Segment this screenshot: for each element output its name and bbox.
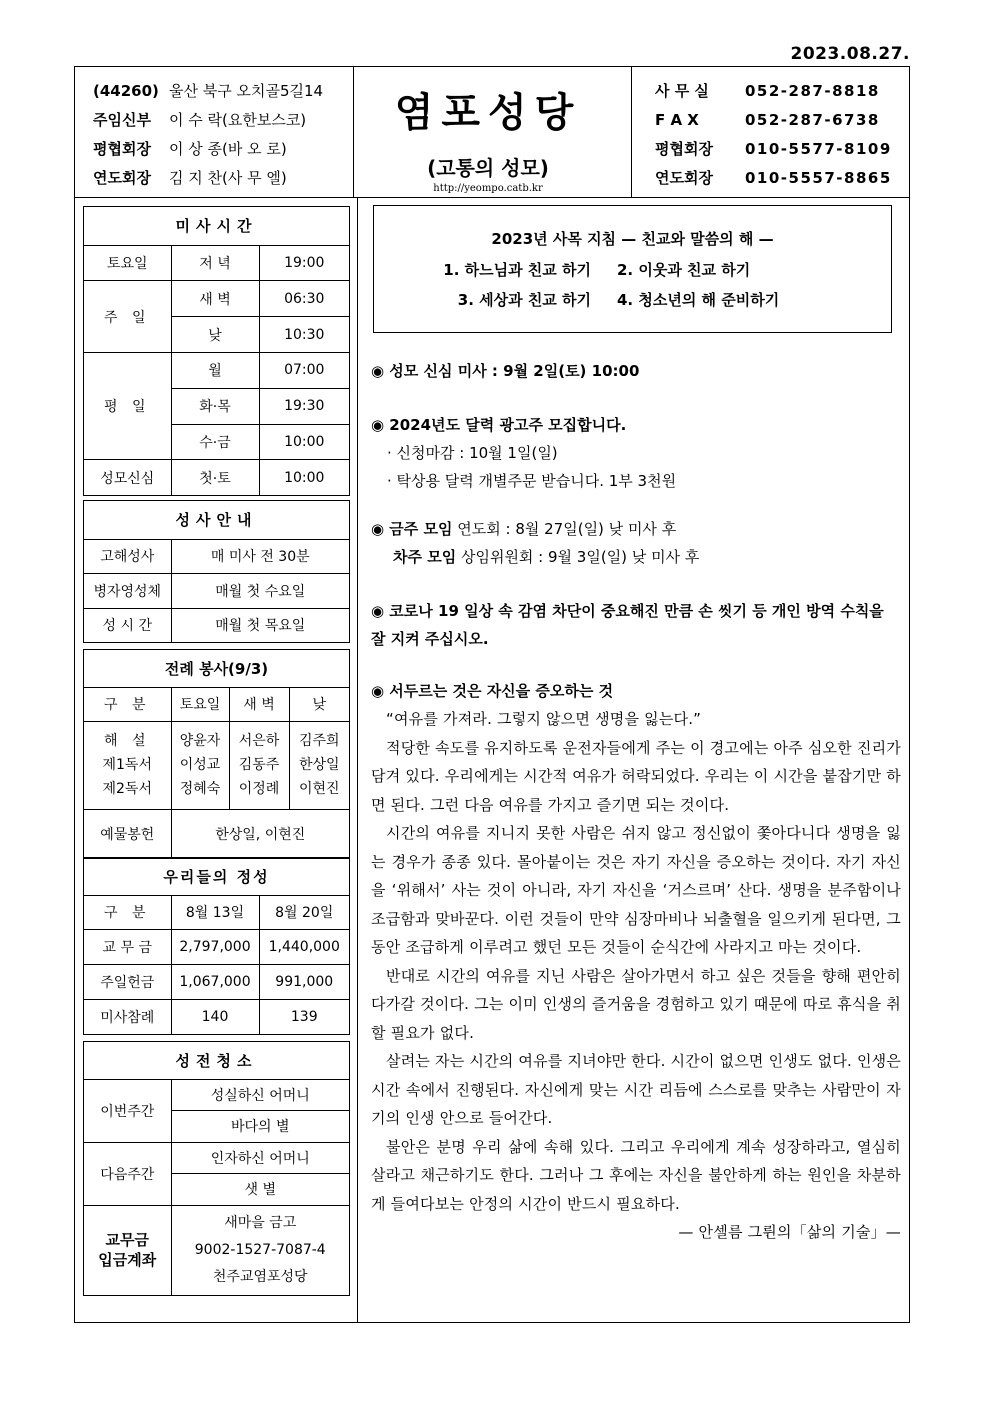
essay-paragraph: 반대로 시간의 여유를 지닌 사람은 살아가면서 하고 싶은 것들을 향해 편안히 다가갈 것이다. 그는 이미 인생의 즐거움을 경험하고 있기 때문에 따로 휴식을 취할 필요가 없다. — [371, 966, 901, 1042]
giving-value: 139 — [259, 1000, 349, 1034]
mass-slot: 수·금 — [171, 424, 259, 460]
mass-day: 주 일 — [84, 281, 171, 353]
mass-day: 토요일 — [84, 245, 171, 281]
offering-value: 한상일, 이현진 — [171, 809, 349, 858]
sacrament-value: 매월 첫 목요일 — [171, 608, 349, 642]
cleaning-group: 바다의 별 — [171, 1111, 349, 1143]
giving-table — [83, 857, 350, 1035]
guideline-item: 4. 청소년의 해 준비하기 — [617, 291, 780, 309]
office-phone: 사 무 실 052-287-8818 — [655, 82, 880, 100]
main-content — [371, 205, 901, 1247]
liturgy-roles: 해 설 제1독서 제2독서 — [84, 721, 171, 809]
mass-day: 평 일 — [84, 352, 171, 459]
notice-marian-mass: ◉ 성모 신심 미사 : 9월 2일(토) 10:00 — [371, 362, 640, 380]
mass-slot: 낮 — [171, 317, 259, 353]
essay-title: ◉ 서두르는 것은 자신을 증오하는 것 — [371, 682, 614, 700]
sacrament-caption: 성사안내 — [84, 501, 349, 539]
giving-caption: 우리들의 정성 — [84, 858, 349, 895]
mass-slot: 새 벽 — [171, 281, 259, 317]
cleaning-table — [83, 1041, 350, 1296]
parish-subtitle: (고통의 성모) — [427, 156, 549, 180]
mass-time: 07:00 — [259, 352, 349, 388]
pastoral-guideline-box — [373, 205, 892, 333]
mass-slot: 화·목 — [171, 388, 259, 424]
liturgy-saturday: 양윤자 이성교 정혜숙 — [171, 721, 229, 809]
council-president-line: 평협회장 이 상 종(바 오 로) — [93, 140, 287, 158]
liturgy-noon: 김주희 한상일 이현진 — [289, 721, 349, 809]
essay — [371, 677, 902, 1241]
header-divider-right — [631, 67, 632, 197]
address-line: (44260) 울산 북구 오치골5길14 — [93, 82, 324, 100]
essay-paragraph: 시간의 여유를 지니지 못한 사람은 쉬지 않고 정신없이 쫓아다니다 생명을 잃는 경우가 종종 있다. 몰아붙이는 것은 자기 자신을 증오하는 것이다. 자기 자신을 ‘위해서’ 사는 것이 아니라, 자기 자신을 ‘거스르며’ 산다. 생명을 분주함이나 조급함과 맞바꾼다. 이런 것들이 만약 심장마비나 뇌출혈을 일으키게 된다면, 그동안 조급하게 이루려고 했던 모든 것들이 순식간에 사라지고 마는 것이다. — [371, 824, 901, 956]
mass-day: 성모신심 — [84, 460, 171, 495]
prayer-phone: 연도회장 010-5557-8865 — [655, 169, 892, 187]
sacrament-table — [83, 500, 350, 643]
liturgy-head: 토요일 — [171, 687, 229, 721]
sacrament-value: 매 미사 전 30분 — [171, 539, 349, 574]
parish-info — [93, 77, 323, 193]
cleaning-caption: 성전청소 — [84, 1042, 349, 1079]
mass-slot: 저 녁 — [171, 245, 259, 281]
notice-meetings: ◉ 금주 모임 연도회 : 8월 27일(일) 낮 미사 후 차주 모임 상임위원회 : 9월 3일(일) 낮 미사 후 — [371, 520, 700, 566]
guideline-item: 3. 세상과 친교 하기 — [457, 291, 591, 309]
liturgy-caption: 전례 봉사(9/3) — [84, 650, 349, 687]
giving-head: 구 분 — [84, 895, 171, 930]
fax-number: F A X 052-287-6738 — [655, 111, 880, 129]
essay-paragraph: 불안은 분명 우리 삶에 속해 있다. 그리고 우리에게 계속 성장하라고, 열심히 살라고 채근하기도 한다. 그러나 그 후에는 자신을 불안하게 하는 원인을 차분하게 들여다보는 안정의 시간이 반드시 필요하다. — 안셀름 그륀의「삶의 기술」— — [371, 1133, 901, 1219]
sacrament-key: 고해성사 — [84, 539, 171, 574]
mass-slot: 첫·토 — [171, 460, 259, 495]
masthead — [365, 67, 611, 194]
parish-url[interactable]: http://yeompo.catb.kr — [433, 183, 543, 194]
mass-slot: 월 — [171, 352, 259, 388]
giving-value: 2,797,000 — [171, 930, 259, 965]
giving-key: 교 무 금 — [84, 930, 171, 965]
essay-source: — 안셀름 그륀의「삶의 기술」— — [678, 1223, 901, 1241]
giving-key: 주일헌금 — [84, 965, 171, 1000]
issue-date: 2023.08.27. — [790, 44, 910, 64]
liturgy-head: 새 벽 — [229, 687, 289, 721]
sacrament-value: 매월 첫 수요일 — [171, 574, 349, 609]
liturgy-table — [83, 649, 350, 859]
notice-covid: ◉ 코로나 19 일상 속 감염 차단이 중요해진 만큼 손 씻기 등 개인 방역 수칙을 잘 지켜 주십시오. — [371, 602, 884, 648]
sacrament-key: 병자영성체 — [84, 574, 171, 609]
essay-body — [371, 705, 902, 1241]
giving-value: 991,000 — [259, 965, 349, 1000]
essay-paragraph: 적당한 속도를 유지하도록 운전자들에게 주는 이 경고에는 아주 심오한 진리가 담겨 있다. 우리에게는 시간적 여유가 허락되었다. 우리는 이 시간을 붙잡기만 하면 된다. 그런 다음 여유를 가지고 즐기면 되는 것이다. — [371, 738, 901, 814]
giving-head: 8월 20일 — [259, 895, 349, 930]
liturgy-dawn: 서은하 김동주 이정례 — [229, 721, 289, 809]
essay-paragraph: 살려는 자는 시간의 여유를 지녀야만 한다. 시간이 없으면 인생도 없다. 인생은 시간 속에서 진행된다. 자신에게 맞는 시간 리듬에 스스로를 맞추는 사람만이 자기의 인생 안으로 들어간다. — [371, 1052, 902, 1127]
giving-head: 8월 13일 — [171, 895, 259, 930]
mass-schedule-table — [83, 206, 350, 496]
guideline-item: 1. 하느님과 친교 하기 — [443, 261, 591, 279]
cleaning-group: 성실하신 어머니 — [171, 1079, 349, 1111]
parish-title: 염포성당 — [394, 90, 582, 136]
council-phone: 평협회장 010-5577-8109 — [655, 140, 892, 158]
mass-time: 19:30 — [259, 388, 349, 424]
guideline-item: 2. 이웃과 친교 하기 — [617, 261, 751, 279]
liturgy-head: 구 분 — [84, 687, 171, 721]
pastor-line: 주임신부 이 수 락(요한보스코) — [93, 111, 307, 129]
contact-info — [655, 77, 892, 193]
cleaning-group: 인자하신 어머니 — [171, 1142, 349, 1174]
mass-time: 10:00 — [259, 424, 349, 460]
cleaning-group: 샛 별 — [171, 1174, 349, 1206]
essay-quote: “여유를 가져라. 그렇지 않으면 생명을 잃는다.” — [386, 710, 702, 728]
mass-time: 10:30 — [259, 317, 349, 353]
bulletin-frame — [74, 66, 910, 1323]
giving-value: 1,067,000 — [171, 965, 259, 1000]
sacrament-key: 성 시 간 — [84, 608, 171, 642]
mass-time: 10:00 — [259, 460, 349, 495]
header-bottom-rule — [75, 197, 909, 198]
giving-key: 미사참례 — [84, 1000, 171, 1034]
offering-key: 예물봉헌 — [84, 809, 171, 858]
mass-time: 06:30 — [259, 281, 349, 317]
mass-caption: 미사시간 — [84, 207, 349, 245]
guideline-title: 2023년 사목 지침 — 친교와 말씀의 해 — — [491, 230, 774, 248]
column-divider — [357, 197, 358, 1322]
notice-calendar-ads: ◉ 2024년도 달력 광고주 모집합니다. · 신청마감 : 10월 1일(일) · 탁상용 달력 개별주문 받습니다. 1부 3천원 — [371, 416, 677, 490]
account-key: 교무금 입금계좌 — [84, 1205, 171, 1295]
giving-value: 1,440,000 — [259, 930, 349, 965]
mass-time: 19:00 — [259, 245, 349, 281]
header-divider-left — [353, 67, 354, 197]
prayer-president-line: 연도회장 김 지 찬(사 무 엘) — [93, 169, 287, 187]
account-info: 새마을 금고 9002-1527-7087-4 천주교염포성당 — [171, 1205, 349, 1295]
liturgy-head: 낮 — [289, 687, 349, 721]
cleaning-key: 다음주간 — [84, 1142, 171, 1205]
giving-value: 140 — [171, 1000, 259, 1034]
cleaning-key: 이번주간 — [84, 1079, 171, 1142]
